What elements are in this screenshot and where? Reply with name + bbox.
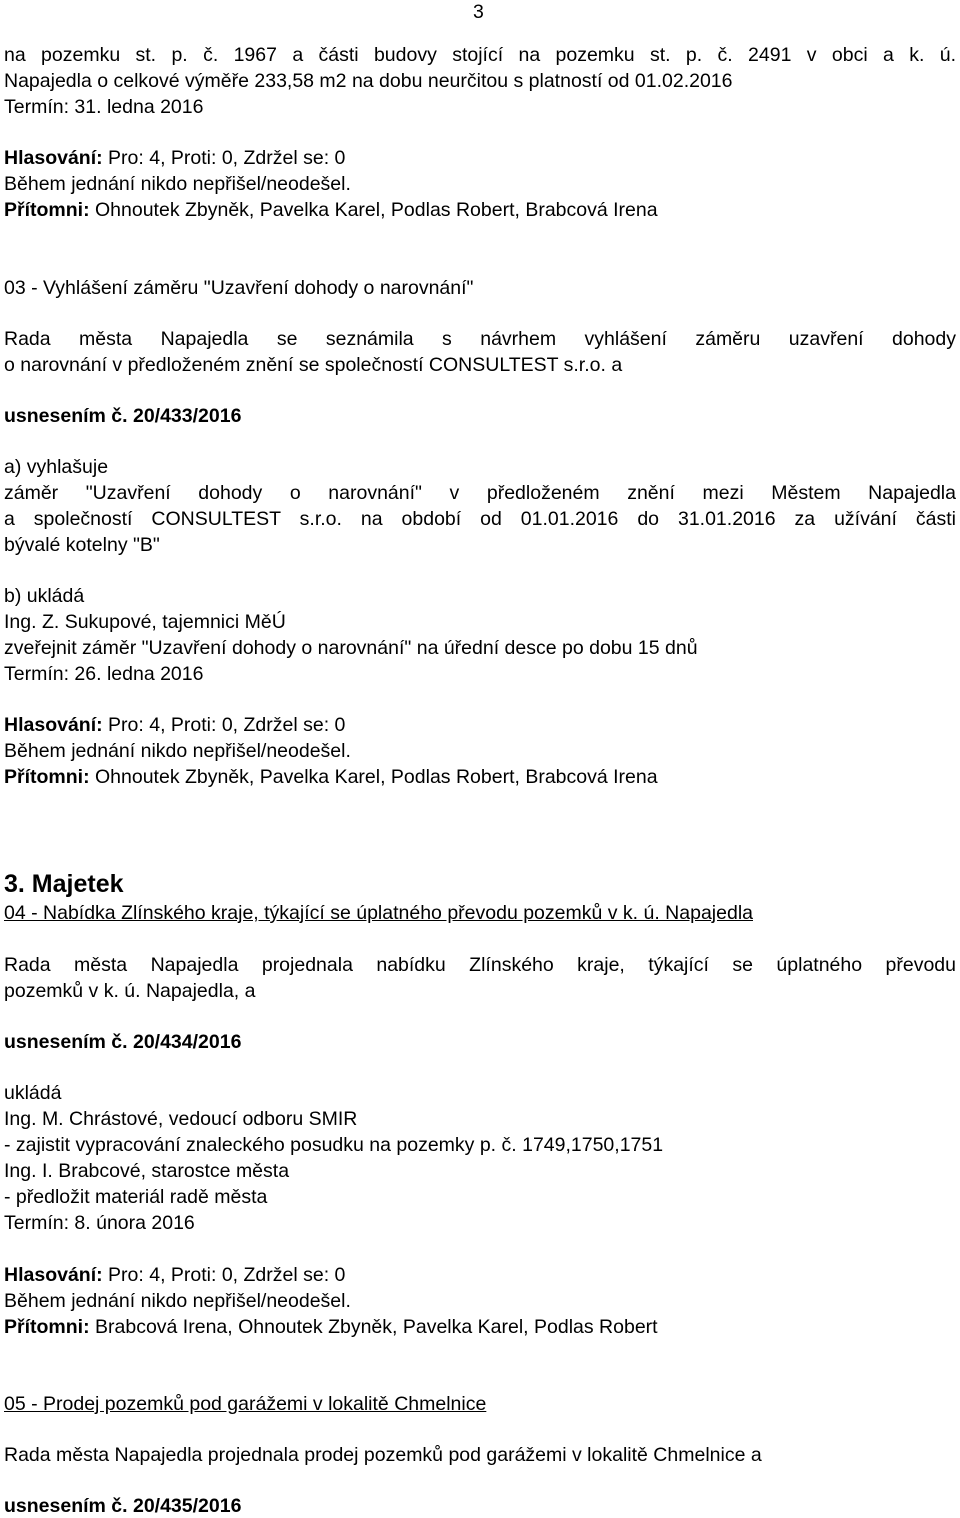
item-03-line-2: o narovnání v předloženém znění se společností CONSULTEST s.r.o. a	[4, 354, 623, 376]
present-names: Ohnoutek Zbyněk, Pavelka Karel, Podlas Robert, Brabcová Irena	[89, 766, 658, 788]
item-04-task-1: - zajistit vypracování znaleckého posudku na pozemky p. č. 1749,1750,1751	[4, 1134, 664, 1156]
intro-vote	[4, 146, 345, 170]
item-03-b-label: b) ukládá	[4, 585, 85, 607]
item-03-a-label: a) vyhlašuje	[4, 456, 109, 478]
item-03-deadline: Termín: 26. ledna 2016	[4, 663, 204, 685]
present-label: Přítomni:	[4, 1316, 90, 1338]
item-04-heading: 04 - Nabídka Zlínského kraje, týkající se úplatného převodu pozemků v k. ú. Napajedla	[4, 902, 753, 924]
vote-result: Pro: 4, Proti: 0, Zdržel se: 0	[102, 1264, 346, 1286]
item-03-heading: 03 - Vyhlášení záměru "Uzavření dohody o narovnání"	[4, 277, 474, 299]
item-03-line-1: Rada města Napajedla se seznámila s návrhem vyhlášení záměru uzavření dohody	[4, 328, 956, 350]
item-03-attendance-note: Během jednání nikdo nepřišel/neodešel.	[4, 740, 351, 762]
vote-label: Hlasování:	[4, 1264, 103, 1286]
page-number: 3	[473, 1, 484, 23]
item-04-task-2: - předložit materiál radě města	[4, 1186, 268, 1208]
item-04-person-1: Ing. M. Chrástové, vedoucí odboru SMIR	[4, 1108, 358, 1130]
item-03-vote	[4, 713, 345, 737]
section-3-heading: 3. Majetek	[4, 870, 124, 898]
present-label: Přítomni:	[4, 766, 90, 788]
item-03-a-line-3: bývalé kotelny "B"	[4, 534, 160, 556]
item-03-present	[4, 765, 658, 789]
item-04-line-2: pozemků v k. ú. Napajedla, a	[4, 980, 256, 1002]
item-03-b-person: Ing. Z. Sukupové, tajemnici MěÚ	[4, 611, 286, 633]
item-04-present	[4, 1315, 658, 1339]
item-05-line-1: Rada města Napajedla projednala prodej pozemků pod garážemi v lokalitě Chmelnice a	[4, 1444, 762, 1466]
item-04-deadline: Termín: 8. února 2016	[4, 1212, 195, 1234]
intro-attendance-note: Během jednání nikdo nepřišel/neodešel.	[4, 173, 351, 195]
item-04-person-2: Ing. I. Brabcové, starostce města	[4, 1160, 290, 1182]
item-04-action: ukládá	[4, 1082, 62, 1104]
item-05-heading: 05 - Prodej pozemků pod garážemi v lokalitě Chmelnice	[4, 1393, 487, 1415]
item-03-a-line-2: a společností CONSULTEST s.r.o. na období od 01.01.2016 do 31.01.2016 za užívání části	[4, 508, 956, 530]
intro-present	[4, 198, 658, 222]
vote-result: Pro: 4, Proti: 0, Zdržel se: 0	[102, 147, 346, 169]
present-names: Ohnoutek Zbyněk, Pavelka Karel, Podlas Robert, Brabcová Irena	[89, 199, 658, 221]
present-names: Brabcová Irena, Ohnoutek Zbyněk, Pavelka Karel, Podlas Robert	[89, 1316, 658, 1338]
item-04-resolution: usnesením č. 20/434/2016	[4, 1031, 242, 1053]
item-04-line-1: Rada města Napajedla projednala nabídku Zlínského kraje, týkající se úplatného převodu	[4, 954, 956, 976]
intro-deadline: Termín: 31. ledna 2016	[4, 96, 204, 118]
item-03-a-line-1: záměr "Uzavření dohody o narovnání" v předloženém znění mezi Městem Napajedla	[4, 482, 956, 504]
item-04-attendance-note: Během jednání nikdo nepřišel/neodešel.	[4, 1290, 351, 1312]
item-05-resolution: usnesením č. 20/435/2016	[4, 1495, 242, 1517]
item-04-vote	[4, 1263, 345, 1287]
vote-label: Hlasování:	[4, 714, 103, 736]
intro-line-2: Napajedla o celkové výměře 233,58 m2 na dobu neurčitou s platností od 01.02.2016	[4, 70, 733, 92]
item-03-resolution: usnesením č. 20/433/2016	[4, 405, 242, 427]
item-03-b-task: zveřejnit záměr "Uzavření dohody o narovnání" na úřední desce po dobu 15 dnů	[4, 637, 698, 659]
vote-label: Hlasování:	[4, 147, 103, 169]
vote-result: Pro: 4, Proti: 0, Zdržel se: 0	[102, 714, 346, 736]
present-label: Přítomni:	[4, 199, 90, 221]
intro-line-1: na pozemku st. p. č. 1967 a části budovy stojící na pozemku st. p. č. 2491 v obci a k. ú.	[4, 44, 956, 66]
